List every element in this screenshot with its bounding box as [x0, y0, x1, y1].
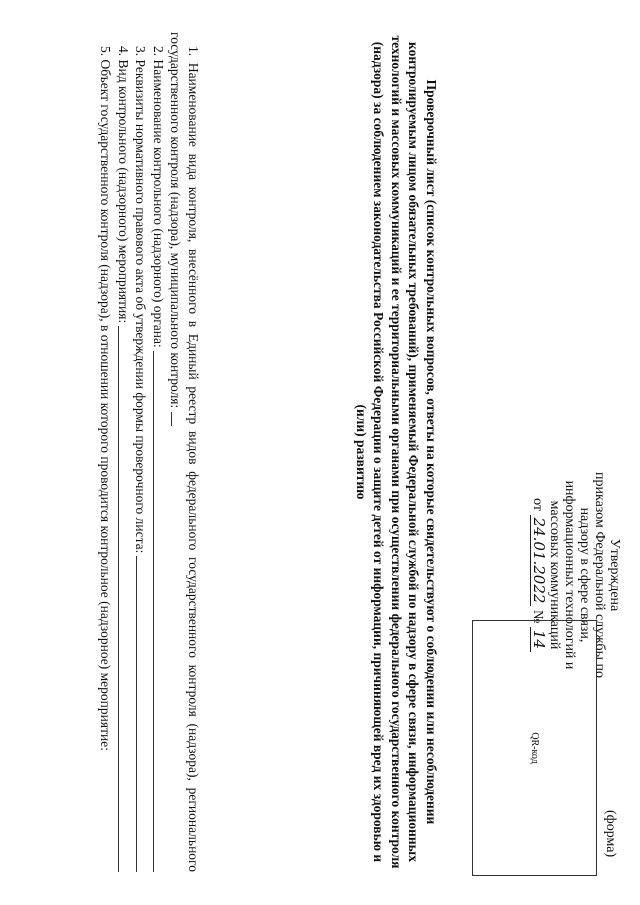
field-object-label: 5. Объект государственного контроля (надзора), в отношении которого проводится контрольное (надзорное) мероприятие:	[98, 46, 114, 751]
field-event-type-blank	[119, 326, 120, 872]
qr-code-placeholder	[472, 620, 597, 876]
approval-line-3: надзору в сфере связи,	[577, 507, 592, 643]
approval-heading: Утверждена	[607, 538, 622, 612]
from-label: от	[530, 498, 545, 512]
approval-line-5: массовых коммуникаций	[547, 500, 562, 650]
form-label: (форма)	[603, 810, 618, 858]
approval-line-2: приказом Федеральной службы по	[592, 472, 607, 678]
field-legal-act-blank	[136, 556, 137, 872]
field-legal-act	[132, 32, 150, 872]
approval-date: 24.01.2022	[530, 515, 546, 607]
field-control-type-blank	[172, 412, 174, 426]
field-authority-label: 2. Наименование контрольного (надзорного) органа:	[151, 46, 166, 348]
document-title: Проверочный лист (список контрольных вопросов, ответы на которые свидетельствуют о соблюдении или несоблюдении контролируемым лицом обязательных требований), применяемый Федеральной службой по надзору в сфере связи, информационных технологий и массовых коммуникаций и ее территориальными органами при осуществлении федерального государственного контроля (надзора) за соблюдением законодательства Российской Федерации о защите детей от информации, причиняющей вред их здоровью и (или) развитию	[354, 35, 439, 869]
field-legal-act-label: 3. Реквизиты нормативного правового акта об утверждении формы проверочного листа:	[133, 46, 149, 554]
field-event-type	[115, 32, 133, 872]
field-authority	[150, 32, 168, 872]
checklist-fields	[97, 32, 202, 872]
field-control-type-label: 1. Наименование вида контроля, внесённого в Единый реестр видов федерального государственного контроля (надзора), регионального государственного контроля (надзора), муниципального контроля:	[168, 32, 201, 872]
field-object	[97, 32, 115, 872]
approval-number: 14	[530, 627, 546, 652]
approval-line-4: информационных технологий и	[562, 480, 577, 670]
number-label: №	[530, 609, 545, 624]
qr-code-label: QR-код	[529, 732, 540, 764]
field-event-type-label: 4. Вид контрольного (надзорного) мероприятия:	[116, 46, 131, 324]
field-control-type	[167, 32, 202, 872]
field-authority-blank	[154, 351, 155, 872]
